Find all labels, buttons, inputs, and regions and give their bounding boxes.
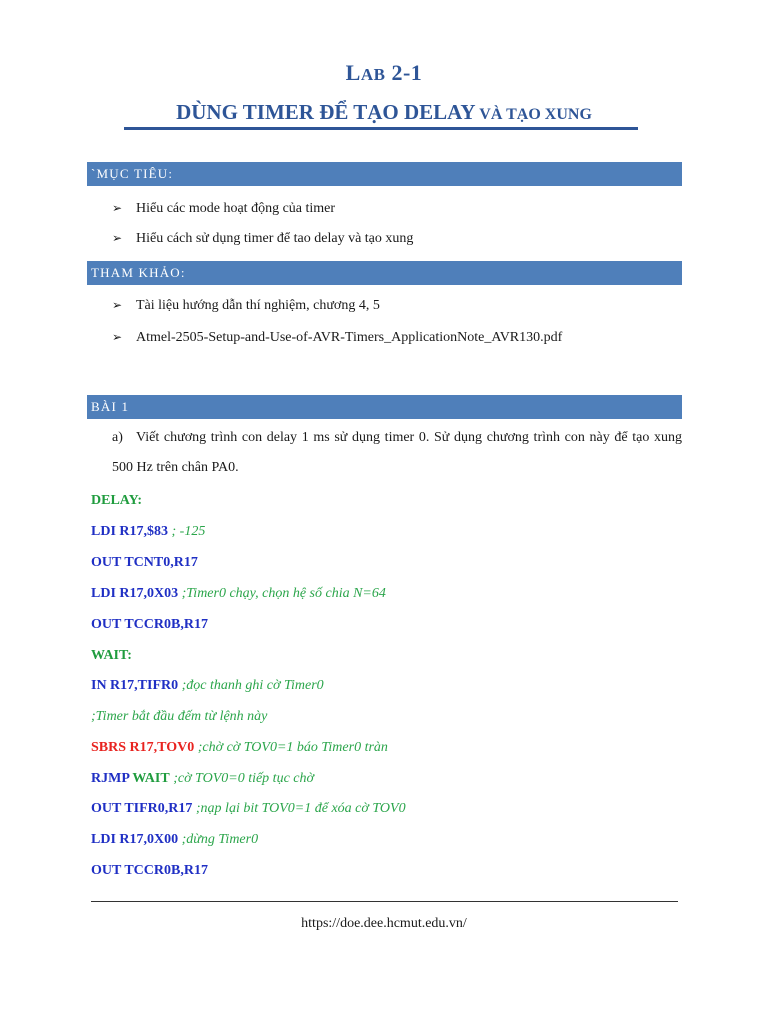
reference-item: [112, 298, 380, 314]
reference-item: [112, 330, 562, 346]
section-objectives-heading: `MỤC TIÊU:: [87, 162, 682, 186]
lab-title-rest: AB: [360, 65, 386, 84]
code-line: IN R17,TIFR0 ;đọc thanh ghi cờ Timer0: [91, 678, 324, 693]
footer-divider: [91, 901, 678, 902]
objective-item: [112, 231, 413, 247]
code-line: LDI R17,$83 ; -125: [91, 524, 206, 539]
section-references-heading: THAM KHẢO:: [87, 261, 682, 285]
lab-subtitle-tail: VÀ TẠO XUNG: [475, 106, 592, 123]
lab-subtitle: [0, 100, 768, 125]
objective-item: [112, 201, 335, 217]
title-underline: [124, 127, 638, 130]
footer-url[interactable]: https://doe.dee.hcmut.edu.vn/: [301, 916, 467, 931]
lab-subtitle-main: DÙNG TIMER ĐỂ TẠO DELAY: [176, 100, 476, 124]
reference-text: Tài liệu hướng dẫn thí nghiệm, chương 4, 5: [136, 298, 380, 313]
question-text: Viết chương trình con delay 1 ms sử dụng timer 0. Sử dụng chương trình con này để tạo xung 500 Hz trên chân PA0.: [112, 430, 682, 475]
bullet-arrow-icon: ➢: [112, 231, 123, 245]
code-line: DELAY:: [91, 493, 143, 508]
bullet-arrow-icon: ➢: [112, 330, 123, 344]
code-line: OUT TCCR0B,R17: [91, 617, 208, 632]
objective-text: Hiểu các mode hoạt động của timer: [136, 201, 336, 216]
code-line: LDI R17,0X03 ;Timer0 chạy, chọn hệ số chia N=64: [91, 586, 386, 601]
objective-text: Hiểu cách sử dụng timer để tao delay và tạo xung: [136, 231, 414, 246]
code-line: OUT TIFR0,R17 ;nạp lại bit TOV0=1 để xóa cờ TOV0: [91, 801, 406, 816]
reference-text: Atmel-2505-Setup-and-Use-of-AVR-Timers_ApplicationNote_AVR130.pdf: [136, 330, 563, 345]
lab-number: 2-1: [385, 60, 423, 85]
code-line: LDI R17,0X00 ;dừng Timer0: [91, 832, 259, 847]
lab-title-first: L: [345, 60, 361, 85]
exercise-question: [112, 423, 682, 483]
question-label: a): [112, 430, 123, 445]
bullet-arrow-icon: ➢: [112, 298, 123, 312]
code-line: OUT TCNT0,R17: [91, 555, 198, 570]
code-line: OUT TCCR0B,R17: [91, 863, 208, 878]
lab-title: [0, 60, 768, 86]
code-line: RJMP WAIT ;cờ TOV0=0 tiếp tục chờ: [91, 771, 314, 786]
code-line: SBRS R17,TOV0 ;chờ cờ TOV0=1 báo Timer0 tràn: [91, 740, 388, 755]
code-line: WAIT:: [91, 648, 132, 663]
code-line: ;Timer bắt đầu đếm từ lệnh này: [91, 709, 268, 724]
section-exercise1-heading: BÀI 1: [87, 395, 682, 419]
bullet-arrow-icon: ➢: [112, 201, 123, 215]
